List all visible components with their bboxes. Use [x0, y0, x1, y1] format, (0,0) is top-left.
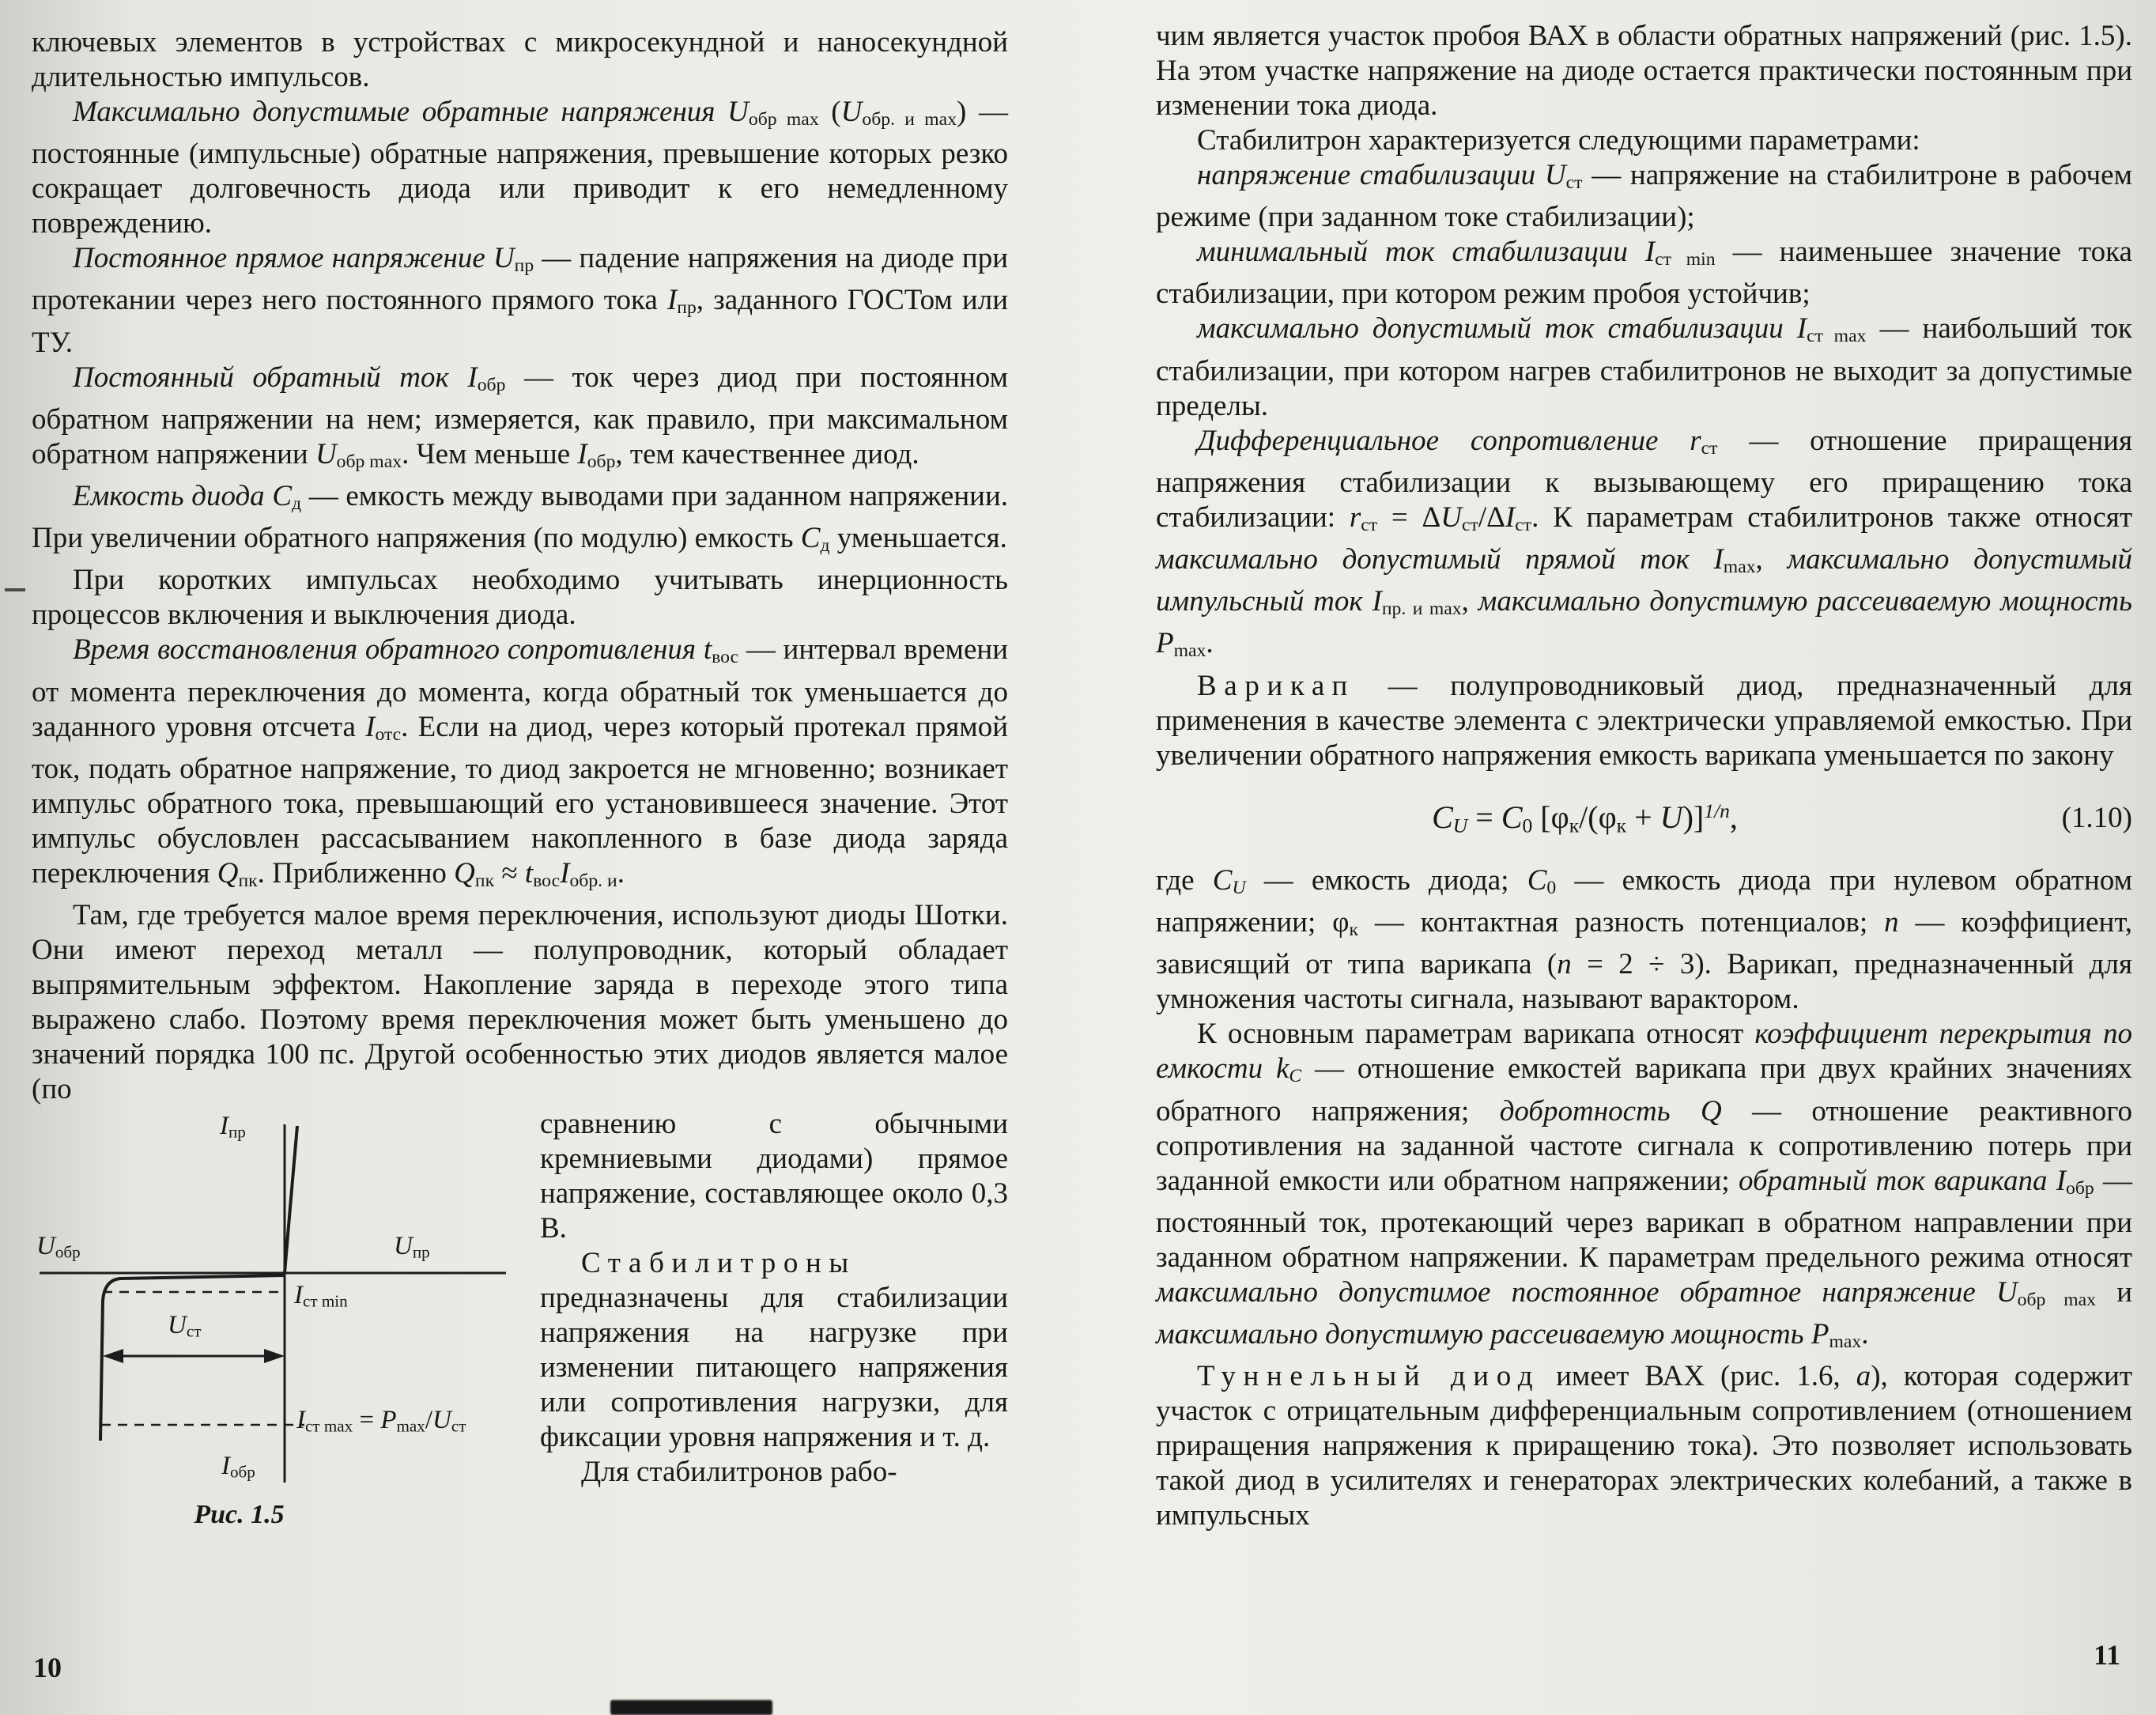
page-number-right: 11 [2094, 1639, 2121, 1671]
paragraph: где $C_U$ — емкость диода; $C_0$ — емкость диода при нулевом обратном напряжении; $\varphi_к$ — контактная разность потенциалов; n — коэффициент, зависящий от типа варикапа (n = 2 ÷ 3). Варикап, предназначенный для умножения частоты сигнала, называют варактором. [1156, 864, 2132, 1016]
paragraph: Там, где требуется малое время переключения, используют диоды Шотки. Они имеют переход металл — полупроводник, который обладает выпрямительным эффектом. Накопление заряда в переходе этого типа выражено слабо. Поэтому время переключения может быть уменьшено до значений порядка 100 пс. Другой особенностью этих диодов является малое (по [32, 899, 1008, 1106]
axis-label-iobr: $I_{обр}$ [221, 1452, 255, 1482]
paragraph: Максимально допустимые обратные напряжения $U_{обр max}$ $(U_{обр. и max})$ — постоянные (импульсные) обратные напряжения, превышение которых резко сокращает долговечность диода или приводит к его немедленному повреждению. [32, 96, 1008, 240]
label-ust: $U_{ст}$ [168, 1311, 202, 1341]
paragraph: сравнению с обычными кремниевыми диодами) прямое напряжение, составляющее около 0,3 В. [540, 1108, 1008, 1245]
paragraph: Для стабилитронов рабо- [581, 1456, 897, 1489]
ust-arrowhead-left-icon [103, 1349, 123, 1363]
paragraph: Туннельный диод имеет ВАХ (рис. 1.6, а), которая содержит участок с отрицательным дифференциальным сопротивлением (отношением приращения напряжения к приращению тока). Это позволяет использовать такой диод в усилителях и генераторах электрических колебаний, а также в импульсных [1156, 1360, 2132, 1532]
paragraph: минимальный ток стабилизации $I_{ст min}$ — наименьшее значение тока стабилизации, при котором режим пробоя устойчив; [1156, 236, 2132, 311]
figure-caption: Рис. 1.5 [194, 1500, 285, 1530]
paragraph: Стабилитрон характеризуется следующими параметрами: [1197, 124, 1920, 157]
paragraph: Варикап — полупроводниковый диод, предназначенный для применения в качестве элемента с электрически управляемой емкостью. При увеличении обратного напряжения емкость варикапа уменьшается по закону [1156, 669, 2132, 772]
left-page [32, 25, 1008, 1532]
paragraph: Постоянное прямое напряжение $U_{пр}$ — падение напряжения на диоде при протекании через него постоянного прямого тока $I_{пр}$, заданного ГОСТом или ТУ. [32, 242, 1008, 359]
paragraph: К основным параметрам варикапа относят коэффициент перекрытия по емкости $k_C$ — отношение емкостей варикапа при двух крайних значениях обратного напряжения; добротность Q — отношение реактивного сопротивления на заданной частоте сигнала к сопротивлению потерь при заданной емкости или обратном напряжении; обратный ток варикапа $I_{обр}$ — постоянный ток, протекающий через варикап в обратном направлении при заданном обратном напряжении. К параметрам предельного режима относят максимально допустимое постоянное обратное напряжение $U_{обр max}$ и максимально допустимую рассеиваемую мощность $P_{max}$. [1156, 1018, 2132, 1353]
paragraph: Дифференциальное сопротивление $r_{ст}$ — отношение приращения напряжения стабилизации к вызывающему его приращению тока стабилизации: $r_{ст} = \Delta U_{ст}/\Delta I_{ст}$. К параметрам стабилитронов также относят максимально допустимый прямой ток $I_{max}$, максимально допустимый импульсный ток $I_{пр. и max}$, максимально допустимую рассеиваемую мощность $P_{max}$. [1156, 424, 2133, 662]
ust-arrowhead-right-icon [264, 1349, 285, 1363]
iv-curve-figure [32, 1112, 518, 1532]
paragraph: напряжение стабилизации $U_{ст}$ — напряжение на стабилитроне в рабочем режиме (при заданном токе стабилизации); [1156, 159, 2132, 234]
axis-label-upr: $U_{пр}$ [394, 1232, 430, 1262]
breakdown-curve [100, 1275, 285, 1441]
equation-block [1156, 794, 2132, 843]
label-ist-max-equation: $I_{ст max} = P_{max}/U_{ст}$ [296, 1406, 466, 1436]
axis-label-uobr: $U_{обр}$ [36, 1232, 81, 1262]
iv-curve-plot [32, 1112, 518, 1494]
equation-1-10: $C_U = C_0$ $[\varphi_к/(\varphi_к + U)]^{1/n}$, [1432, 799, 1738, 837]
paragraph: ключевых элементов в устройствах с микросекундной и наносекундной длительностью импульсов. [32, 26, 1008, 93]
equation-number: (1.10) [2061, 801, 2132, 834]
paragraph: Время восстановления обратного сопротивления $t_{вос}$ — интервал времени от момента переключения до момента, когда обратный ток уменьшается до заданного уровня отсчета $I_{отс}$. Если на диод, через который протекал прямой ток, подать обратное напряжение, то диод закроется не мгновенно; возникает импульс обратного тока, превышающий его установившееся значение. Этот импульс обусловлен рассасыванием накопленного в базе диода заряда переключения $Q_{пк}$. Приближенно $Q_{пк} \approx t_{вос}I_{обр. и}$. [32, 633, 1008, 892]
figure-section [32, 1107, 1008, 1532]
axis-label-ipr: $I_{пр}$ [220, 1112, 246, 1142]
paragraph: Постоянный обратный ток $I_{обр}$ — ток через диод при постоянном обратном напряжении на нем; измеряется, как правило, при максимальном обратном напряжении $U_{обр max}$. Чем меньше $I_{обр}$, тем качественнее диод. [32, 361, 1008, 473]
paragraph: Емкость диода $С_д$ — емкость между выводами при заданном напряжении. При увеличении обратного напряжения (по модулю) емкость $С_д$ уменьшается. [32, 480, 1008, 557]
right-page [1156, 19, 2132, 1533]
page-number-left: 10 [33, 1652, 62, 1683]
paragraph: максимально допустимый ток стабилизации $I_{ст max}$ — наибольший ток стабилизации, при котором нагрев стабилитронов не выходит за допустимые пределы. [1156, 312, 2133, 422]
forward-curve [285, 1126, 297, 1273]
paragraph: При коротких импульсах необходимо учитывать инерционность процессов включения и выключения диода. [32, 564, 1008, 632]
scan-margin-mark [5, 588, 25, 591]
paragraph: Стабилитроны предназначены для стабилизации напряжения на нагрузке при изменении питающего напряжения или сопротивления нагрузки, для фиксации уровня напряжения и т. д. [540, 1247, 1008, 1454]
scan-ink-smudge [610, 1700, 772, 1715]
paragraph: чим является участок пробоя ВАХ в области обратных напряжений (рис. 1.5). На этом участке напряжение на диоде остается практически постоянным при изменении тока диода. [1156, 20, 2132, 122]
label-ist-min: $I_{ст min}$ [294, 1281, 348, 1311]
